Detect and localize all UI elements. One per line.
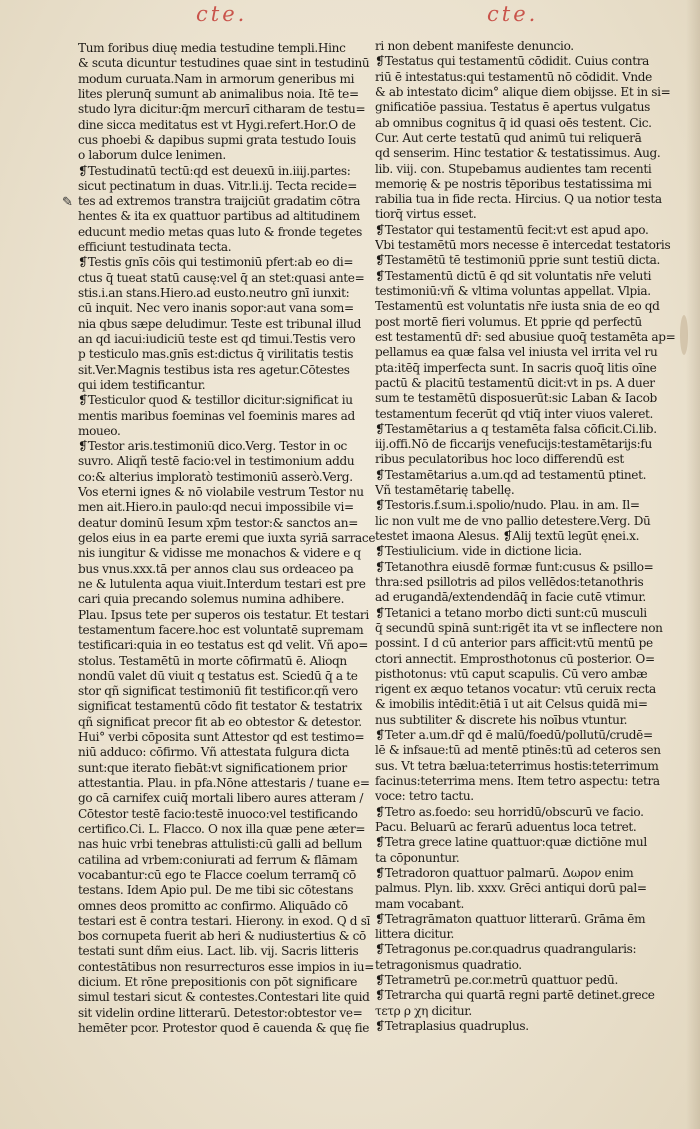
text-line: ❡Testiculor quod & testillor dicitur:significat iu — [78, 393, 353, 408]
text-line: sunt:que iterato fiebāt:vt significationem prior — [78, 760, 347, 775]
text-line: niū adduco: cōfirmo. Vñ attestata fulgura dicta — [78, 745, 350, 760]
text-line: testamentum fecerūt qd vtiq̄ inter viuos valeret. — [375, 406, 654, 421]
text-line: ne & lutulenta aqua viuit.Interdum testari est pre — [78, 576, 366, 591]
text-line: est testamentū dr̄: sed abusiue quoq̄ testamēta ap= — [375, 329, 676, 344]
text-line: sicut pectinatum in duas. Vitr.li.ij. Tecta recide= — [78, 178, 358, 193]
text-line: tes ad extremos transtra traijciūt gradatim cōtra — [78, 194, 361, 209]
text-line: certifico.Ci. L. Flacco. O nox illa quæ pene æter= — [78, 821, 366, 836]
text-line: ❡Tetro as.foedo: seu horridū/obscurū ve facio. — [375, 804, 644, 819]
text-line: Hui° verbi cōposita sunt Attestor qd est testimo= — [78, 730, 365, 745]
text-line: Pacu. Beluarū ac ferarū aduentus loca tetret. — [375, 819, 637, 834]
text-line: Plau. Ipsus tete per superos ois testatur. Et testari — [78, 607, 369, 622]
text-line: memorię & pe nostris tēporibus testatissima mi — [375, 176, 652, 191]
text-line: hemēter pcor. Protestor quod ē cauenda & quę fie — [78, 1021, 370, 1035]
text-line: iij.offi.Nō de ficcarijs venefucijs:testamētarijs:fu — [375, 437, 652, 452]
text-line: testati sunt dñm eius. Lact. lib. vij. Sacris litteris — [78, 944, 359, 959]
text-line: post mortē fieri volumus. Et pprie qd perfectū — [375, 314, 642, 329]
running-head-left: cte. — [196, 2, 248, 26]
text-line: littera dicitur. — [375, 927, 455, 942]
text-line: sit.Ver.Magnis testibus ista res agetur.Cōtestes — [78, 362, 350, 377]
text-line: stis.i.an stans.Hiero.ad eusto.neutro gnī iunxit: — [78, 286, 350, 300]
text-line: ❡Testamētū tē testimoniū pprie sunt testiū dicta. — [375, 253, 661, 268]
text-line: ❡Testamētarius a.um.qd ad testamentū ptinet. — [375, 467, 647, 482]
text-line: nis iungitur & vidisse me monachos & videre e q — [78, 546, 361, 561]
text-line: q̄ secundū spinā sunt:rigēt ita vt se inflectere non — [375, 620, 663, 635]
text-line: p testiculo mas.gnīs est:dictus q̄ virilitatis testis — [78, 347, 354, 362]
text-line: voce: tetro tactu. — [375, 789, 474, 804]
text-line: gnificatiōe passiua. Testatus ē apertus vulgatus — [375, 100, 651, 115]
text-line: ribus peculatoribus hoc loco differendū est — [375, 452, 624, 467]
text-line: nas huic vrbi tenebras attulisti:cū galli ad bellum — [78, 837, 363, 852]
text-line: contestātibus non resurrecturos esse impios in iu= — [78, 959, 374, 974]
text-line: ❡Tetrarcha qui quartā regni partē detinet.grece — [375, 988, 655, 1003]
text-line: nia qbus sæpe deludimur. Teste est tribunal illud — [78, 316, 362, 331]
text-line: cū inquit. Nec vero inanis sopor:aut vana som= — [78, 301, 354, 316]
text-line: τετρ ρ χη dicitur. — [375, 1003, 472, 1018]
text-line: tiorq̄ virtus esset. — [375, 207, 477, 222]
text-line: palmus. Plyn. lib. xxxv. Grēci antiqui dorū pal= — [375, 881, 647, 896]
text-line: cari quia precando solemus numina adhibere. — [78, 592, 345, 607]
text-line: bos cornupeta fuerit ab heri & nudiustertius & cō — [78, 929, 366, 944]
text-line: ❡Testis gnīs cōis qui testimoniū pfert:ab eo di= — [78, 255, 354, 270]
page-edge-shadow — [686, 0, 700, 1129]
text-line: Cur. Aut certe testatū qud animū tui reliquerā — [375, 130, 642, 145]
text-line: ❡Tetra grece latine quattuor:quæ dictiōne mul — [375, 835, 647, 850]
text-line: facinus:teterrima mens. Item tetro aspectu: tetra — [375, 774, 660, 788]
text-line: o laborum dulce lenimen. — [78, 148, 226, 163]
text-line: nus subtiliter & discrete his noībus vtuntur. — [375, 712, 628, 727]
text-line: gelos eius in ea parte eremi que iuxta syriā sarrace — [78, 531, 376, 545]
text-line: go cā carnifex cuiq̄ mortali libero aures atteram / — [78, 791, 364, 806]
text-line: ❡Testor aris.testimoniū dico.Verg. Testor in oc — [78, 439, 347, 454]
text-line: testans. Idem Apio pul. De me tibi sic cōtestans — [78, 883, 354, 898]
text-line: simul testari sicut & contestes.Contestari lite quid — [78, 990, 370, 1005]
text-line: efficiunt testudinata tecta. — [78, 240, 232, 255]
text-line: stor qñ significat testimoniū fit testificor.qñ vero — [78, 684, 358, 699]
text-line: stolus. Testamētū in morte cōfirmatū ē. Alioqn — [78, 653, 347, 668]
text-line: vocabantur:cū ego te Flacce coelum terramq̄ cō — [78, 867, 356, 882]
text-line: Tum foribus diuę media testudine templi.Hinc — [78, 41, 346, 55]
text-line: lib. viij. con. Stupebamus audientes tam recenti — [375, 161, 652, 176]
text-line: significat testamentū cōdo fit testator & testatrix — [78, 699, 363, 714]
text-line: ❡Tetragonus pe.cor.quadrus quadrangularis: — [375, 942, 637, 957]
text-line: suvro. Aliqñ testē facio:vel in testimonium addu — [78, 454, 355, 469]
text-line: testificari:quia in eo testatus est qd velit. Vñ apo= — [78, 638, 369, 653]
text-line: ❡Teter a.um.dr̄ qd ē malū/foedū/pollutū/crudē= — [375, 728, 653, 743]
text-line: Vos eterni ignes & nō violabile vestrum Testor nu — [78, 485, 364, 500]
text-line: rigent ex æquo tetanos vocatur: vtū ceruix recta — [375, 682, 656, 697]
left-text-column — [78, 41, 382, 1036]
text-line: pellamus ea quæ falsa vel iniusta vel irrita vel ru — [375, 345, 658, 360]
text-line: moueo. — [78, 423, 121, 438]
text-line: studo lyra dicitur:q̄m mercurī citharam de testu= — [78, 102, 366, 117]
text-line: testimoniū:vñ & vltima voluntas appellat. Vlpia. — [375, 284, 651, 298]
text-line: mentis maribus foeminas vel foeminis mares ad — [78, 408, 355, 423]
text-line: lites plerunq̄ sumunt ab animalibus noia. Itē te= — [78, 86, 359, 101]
running-head-right: cte. — [487, 2, 539, 26]
text-line: pta:itēq̄ imperfecta sunt. In sacris quoq̄ litis oīne — [375, 360, 657, 375]
text-line: lic non vult me de vno pallio detestere.Verg. Dū — [375, 513, 651, 528]
page-header — [0, 0, 700, 30]
text-line: ❡Tetanici a tetano morbo dicti sunt:cū musculi — [375, 605, 647, 620]
text-line: ad erugandā/extendendāq̄ in facie cutē vtimur. — [375, 590, 646, 605]
text-line: possint. I d cū anterior pars afficit:vtū mentū pe — [375, 636, 653, 651]
text-line: Vñ testamētarię tabellę. — [375, 483, 515, 498]
text-line: tetragonismus quadratio. — [375, 957, 522, 972]
text-line: ❡Testator qui testamentū fecit:vt est apud apo. — [375, 222, 649, 237]
text-line: ctus q̄ tueat statū causę:vel q̄ an stet:quasi ante= — [78, 270, 365, 285]
text-line: ❡Testudinatū tectū:qd est deuexū in.iiij.partes: — [78, 163, 351, 178]
text-line: rabilia tua in fide recta. Hircius. Q ua notior testa — [375, 192, 662, 207]
text-line: qd senserim. Hinc testatior & testatissimus. Aug. — [375, 146, 661, 161]
text-line: ab omnibus cognitus q̄ id quasi oēs testent. Cic. — [375, 115, 652, 130]
text-line: ctori annectit. Emprosthotonus cū posterior. O= — [375, 651, 655, 666]
text-line: & ab intestato dicim° alique diem obijsse. Et in si= — [375, 84, 671, 99]
text-line: ta cōponuntur. — [375, 850, 460, 865]
text-line: lē & infsaue:tū ad mentē ptinēs:tū ad ceteros sen — [375, 743, 661, 758]
text-line: dine sicca meditatus est vt Hygi.refert.Hor.O de — [78, 117, 356, 132]
text-line: ❡Tetradoron quattuor palmarū. Δωρον enim — [375, 865, 634, 880]
text-line: omnes deos promitto ac confirmo. Aliquādo cō — [78, 898, 348, 913]
text-line: ❡Testamentū dictū ē qd sit voluntatis nr̄e veluti — [375, 268, 652, 283]
text-line: sit videlin ordine litterarū. Detestor:obtestor ve= — [78, 1005, 363, 1020]
text-line: ❡Tetanothra eiusdē formæ funt:cusus & psillo= — [375, 559, 654, 574]
text-line: ❡Tetraplasius quadruplus. — [375, 1019, 529, 1033]
text-line: testamentum facere.hoc est voluntatē supremam — [78, 622, 364, 637]
text-line: ri non debent manifeste denuncio. — [375, 39, 574, 53]
text-line: testari est ē contra testari. Hierony. in exod. Q d sī — [78, 913, 371, 928]
text-line: riū ē intestatus:qui testamentū nō cōdidit. Vnde — [375, 69, 652, 84]
text-line: ❡Testatus qui testamentū cōdidit. Cuius contra — [375, 54, 650, 69]
margin-manicule-mark: ✎ — [62, 195, 73, 210]
text-line: thra:sed psillotris ad pilos vellēdos:tetanothris — [375, 574, 644, 589]
text-line: ❡Testamētarius a q testamēta falsa cōficit.Ci.lib. — [375, 421, 657, 436]
text-line: pisthotonus: vtū caput scapulis. Cū vero ambæ — [375, 666, 648, 681]
text-line: ❡Tetragrāmaton quattuor litterarū. Grāma ēm — [375, 911, 646, 926]
text-line: & imobilis intēdit:ētiā ī ut ait Celsus quidā mi= — [375, 697, 648, 712]
text-line: testet imaona Alesus. ❡Alij textū legūt ęnei.x. — [375, 529, 640, 543]
text-line: bus vnus.xxx.tā per annos clau sus ordeaceo pa — [78, 561, 354, 576]
text-line: Testamentū est voluntatis nr̄e iusta snia de eo qd — [375, 299, 660, 314]
text-line: catilina ad vrbem:coniurati ad ferrum & flāmam — [78, 852, 358, 867]
text-line: co:& alterius imploratò testimoniū asserò.Verg. — [78, 469, 353, 484]
text-line: ❡Testoris.f.sum.i.spolio/nudo. Plau. in am. Il= — [375, 498, 640, 513]
text-line: qñ significat precor fit ab eo obtestor & detestor. — [78, 714, 362, 729]
text-line: hentes & ita ex quattuor partibus ad altitudinem — [78, 209, 360, 224]
text-line: qui idem testificantur. — [78, 377, 206, 392]
text-line: an qd iacui:iudiciū teste est qd timui.Testis vero — [78, 331, 356, 346]
text-line: educunt medio metas quas luto & fronde tegetes — [78, 224, 363, 239]
text-line: attestantia. Plau. in pfa.Nōne attestaris / tuane e= — [78, 776, 370, 790]
text-line: ❡Testiulicium. vide in dictione licia. — [375, 544, 582, 559]
text-line: cus phoebi & dapibus supmi grata testudo Iouis — [78, 132, 356, 147]
text-line: & scuta dicuntur testudines quae sint in testudinū — [78, 56, 370, 71]
text-line: Cōtestor testē facio:testē inuoco:vel testificando — [78, 806, 358, 821]
text-line: sus. Vt tetra bælua:teterrimus hostis:teterrimum — [375, 758, 659, 773]
text-line: Vbi testamētū mors necesse ē intercedat testatoris — [375, 238, 671, 253]
text-line: deatur dominū Iesum xp̄m testor:& sanctos an= — [78, 515, 359, 530]
text-line: nondū valet dū viuit q testatus est. Sciedū q̄ a te — [78, 668, 358, 683]
text-line: mam vocabant. — [375, 896, 464, 911]
text-line: ❡Tetrametrū pe.cor.metrū quattuor pedū. — [375, 973, 618, 988]
text-line: men ait.Hiero.in paulo:qd necui impossibile vi= — [78, 500, 354, 515]
text-line: modum curuata.Nam in armorum generibus mi — [78, 71, 355, 86]
text-line: sum te testamētū disposuerūt:sic Laban & Iacob — [375, 391, 657, 406]
text-line: dicium. Et rōne prepositionis con pōt significare — [78, 975, 358, 990]
text-line: pactū & placitū testamentū dicit:vt in ps. A duer — [375, 375, 655, 390]
right-text-column — [375, 39, 679, 1034]
